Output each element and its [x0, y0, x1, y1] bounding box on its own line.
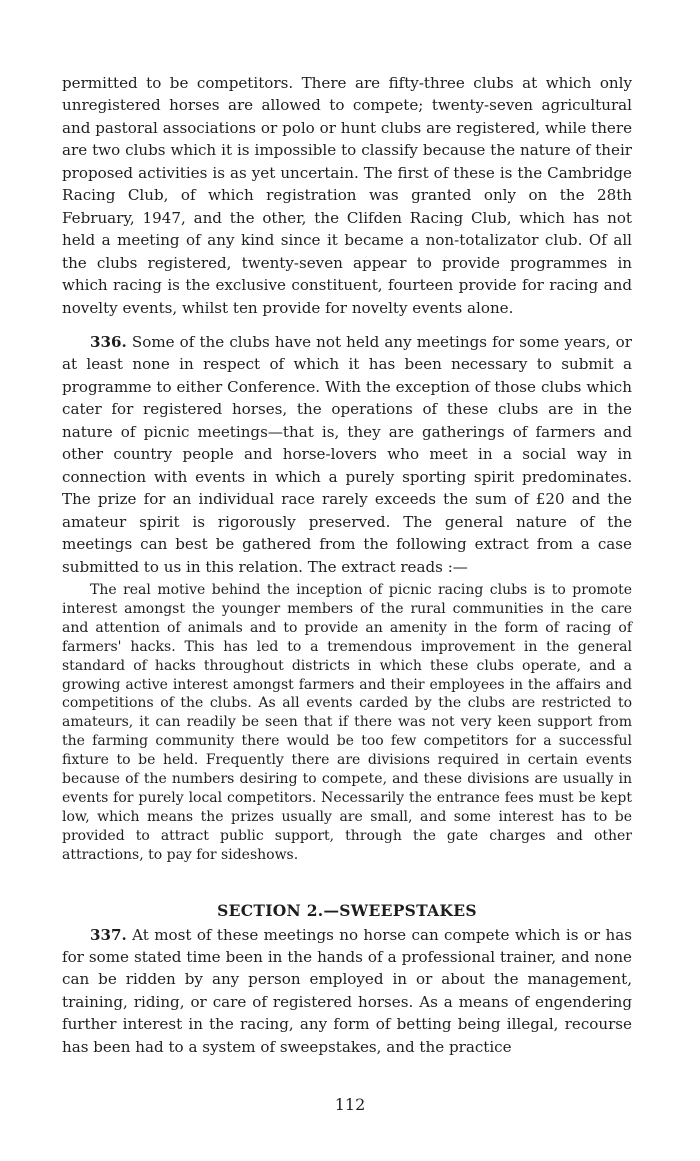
paragraph-number-337: 337.: [90, 925, 127, 944]
paragraph-337: [62, 924, 632, 1059]
paragraph-number-336: 336.: [90, 332, 127, 351]
paragraph-337-text: At most of these meetings no horse can compete which is or has for some stated time been in the hands of a professional trainer, and none can be ridden by any person employed in or about the management, training, riding, or care of registered horses. As a means of engendering further interest in the racing, any form of betting being illegal, recourse has been had to a system of sweepstakes, and the practice: [62, 925, 632, 1056]
quoted-extract: The real motive behind the inception of picnic racing clubs is to promote interest amongst the younger members of the rural communities in the care and attention of animals and to provide an amenity in the form of racing of farmers' hacks. This has led to a tremendous improvement in the general standard of hacks throughout districts in which these clubs operate, and a growing active interest amongst farmers and their employees in the affairs and competitions of the clubs. As all events carded by the clubs are restricted to amateurs, it can readily be seen that if there was not very keen support from the farming community there would be too few competitors for a successful fixture to be held. Frequently there are divisions required in certain events because of the numbers desiring to compete, and these divisions are usually in events for purely local competitors. Necessarily the entrance fees must be kept low, which means the prizes usually are small, and some interest has to be provided to attract public support, through the gate charges and other attractions, to pay for sideshows.: [62, 581, 632, 863]
page-number: 112: [334, 1095, 366, 1114]
document-page: [62, 72, 632, 1058]
section-heading: SECTION 2.—SWEEPSTAKES: [217, 900, 477, 920]
paragraph-336: [62, 331, 632, 578]
paragraph-336-text: Some of the clubs have not held any meetings for some years, or at least none in respect of which it has been necessary to submit a programme to either Conference. With the exception of those clubs which cater for registered horses, the operations of these clubs are in the nature of picnic meetings—that is, they are gatherings of farmers and other country people and horse-lovers who meet in a social way in connection with events in which a purely sporting spirit predominates. The prize for an individual race rarely exceeds the sum of £20 and the amateur spirit is rigorously preserved. The general nature of the meetings can best be gathered from the following extract from a case submitted to us in this relation. The extract reads :—: [62, 332, 632, 576]
intro-paragraph: permitted to be competitors. There are fifty-three clubs at which only unregistered horses are allowed to compete; twenty-seven agricultural and pastoral associations or polo or hunt clubs are registered, while there are two clubs which it is impossible to classify because the nature of their proposed activities is as yet uncertain. The first of these is the Cambridge Racing Club, of which registration was granted only on the 28th February, 1947, and the other, the Clifden Racing Club, which has not held a meeting of any kind since it became a non-totalizator club. Of all the clubs registered, twenty-seven appear to provide programmes in which racing is the exclusive constituent, fourteen provide for racing and novelty events, whilst ten provide for novelty events alone.: [62, 74, 632, 317]
